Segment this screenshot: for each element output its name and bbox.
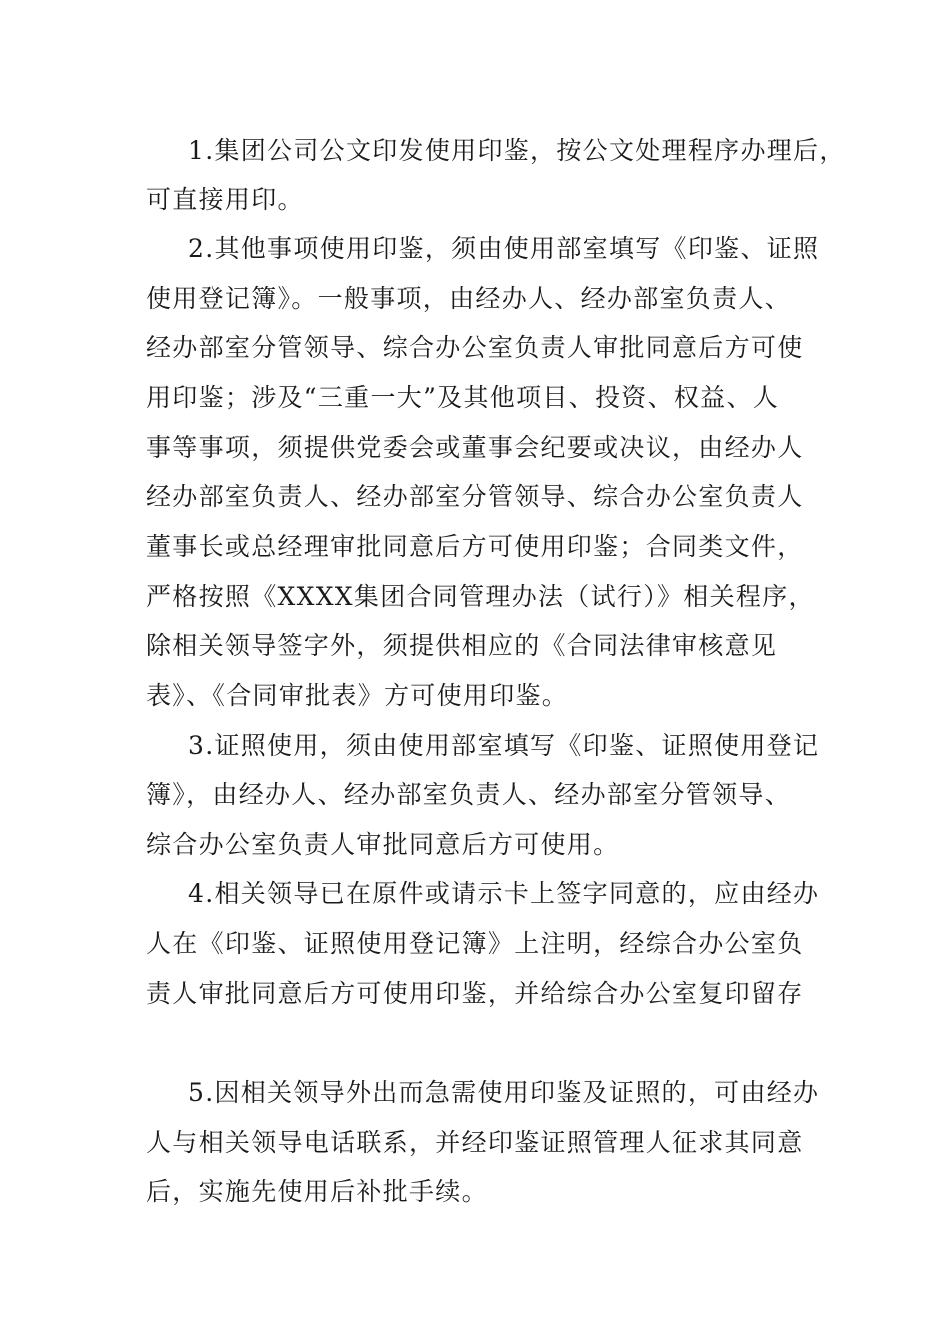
paragraph-3-line-3: 综合办公室负责人审批同意后方可使用。	[146, 830, 620, 859]
paragraph-4-line-1: 4.相关领导已在原件或请示卡上签字同意的，应由经办	[188, 879, 820, 908]
paragraph-5-line-1: 5.因相关领导外出而急需使用印鉴及证照的，可由经办	[188, 1078, 820, 1107]
paragraph-2-line-7: 董事长或总经理审批同意后方可使用印鉴；合同类文件，	[146, 532, 804, 561]
paragraph-2-line-6: 经办部室负责人、经办部室分管领导、综合办公室负责人	[146, 482, 804, 511]
paragraph-4-line-2: 人在《印鉴、证照使用登记簿》上注明，经综合办公室负	[146, 929, 804, 958]
paragraph-2-line-2: 使用登记簿》。一般事项，由经办人、经办部室负责人、	[146, 284, 792, 313]
paragraph-3-line-1: 3.证照使用，须由使用部室填写《印鉴、证照使用登记	[188, 731, 820, 760]
paragraph-1-line-2: 可直接用印。	[146, 185, 304, 214]
paragraph-5-line-2: 人与相关领导电话联系，并经印鉴证照管理人征求其同意	[146, 1128, 804, 1157]
paragraph-5-line-3: 后，实施先使用后补批手续。	[146, 1177, 488, 1206]
paragraph-1-line-1: 1.集团公司公文印发使用印鉴，按公文处理程序办理后，	[188, 136, 846, 165]
paragraph-2-line-5: 事等事项，须提供党委会或董事会纪要或决议，由经办人	[146, 433, 804, 462]
paragraph-4-line-3: 责人审批同意后方可使用印鉴，并给综合办公室复印留存	[146, 979, 804, 1008]
paragraph-2-line-8: 严格按照《XXXX集团合同管理办法（试行）》相关程序，	[146, 582, 815, 611]
paragraph-3-line-2: 簿》，由经办人、经办部室负责人、经办部室分管领导、	[146, 780, 792, 809]
paragraph-2-line-1: 2.其他事项使用印鉴，须由使用部室填写《印鉴、证照	[188, 234, 820, 263]
paragraph-2-line-3: 经办部室分管领导、综合办公室负责人审批同意后方可使	[146, 333, 804, 362]
paragraph-2-line-10: 表》、《合同审批表》方可使用印鉴。	[146, 681, 569, 710]
paragraph-2-line-9: 除相关领导签字外，须提供相应的《合同法律审核意见	[146, 631, 778, 660]
paragraph-2-line-4: 用印鉴；涉及“三重一大”及其他项目、投资、权益、人	[146, 383, 780, 412]
